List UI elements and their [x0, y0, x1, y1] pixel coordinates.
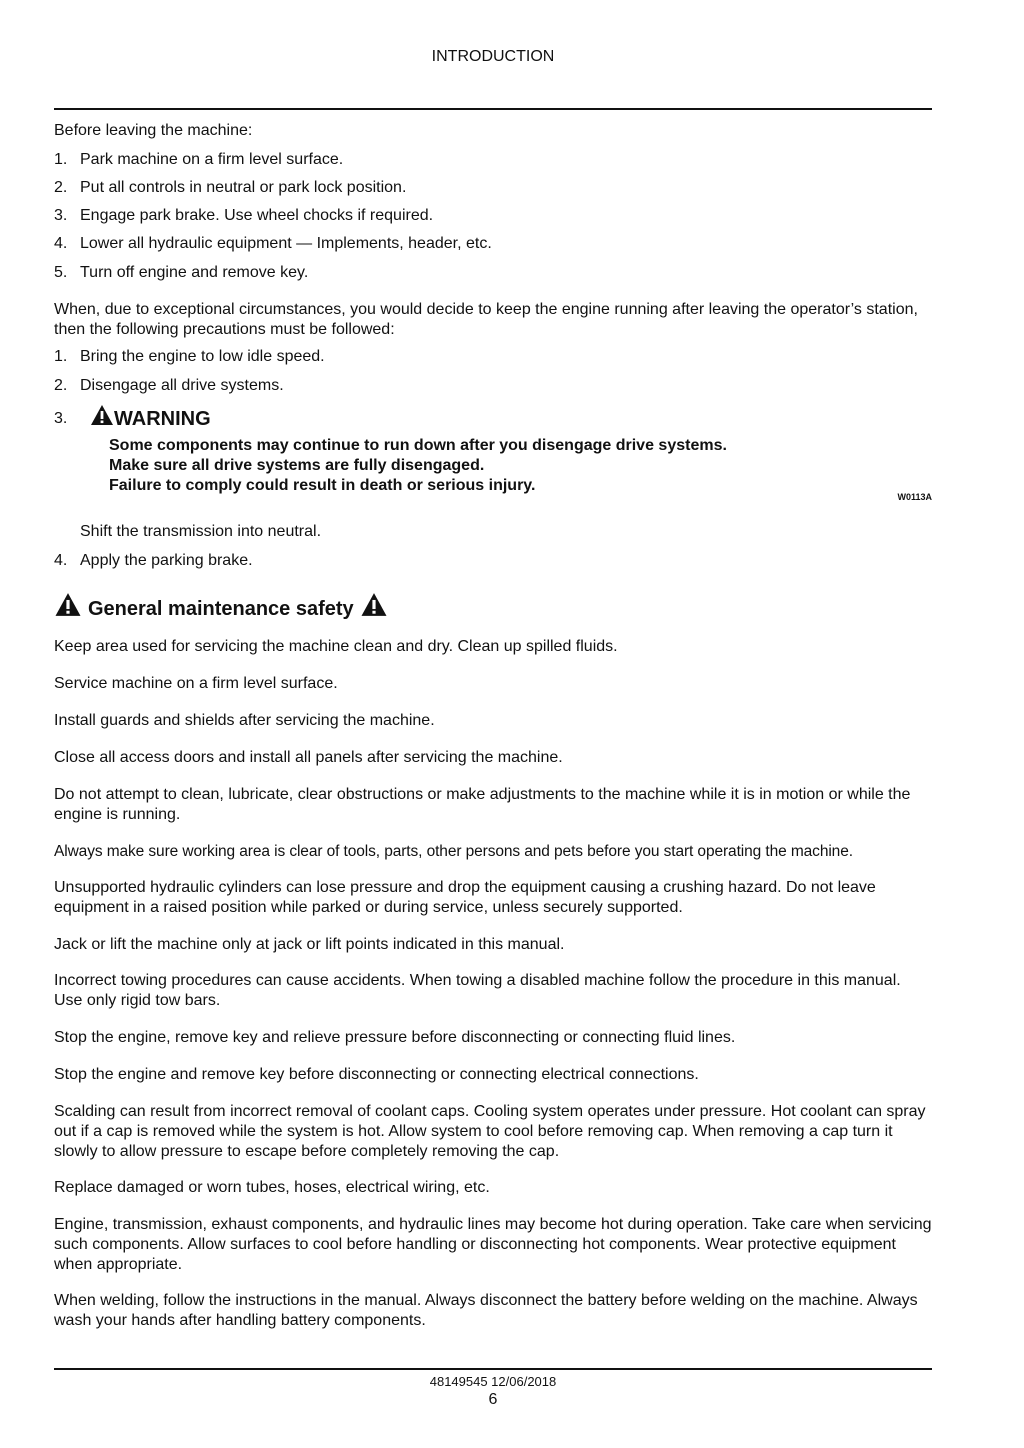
page-header-title: INTRODUCTION — [431, 48, 555, 65]
warning-line: Failure to comply could result in death or serious injury. — [109, 477, 536, 494]
maintenance-paragraph: Stop the engine, remove key and relieve pressure before disconnecting or connecting fluid lines. — [54, 1029, 736, 1046]
maintenance-paragraph: Scalding can result from incorrect removal of coolant caps. Cooling system operates under pressure. Hot coolant can spray out if a cap is removed while the system is hot. Allow system to cool before removing cap. When removing a cap turn it slowly to allow pressure to escape before completely removing the cap. — [54, 1103, 926, 1160]
maintenance-paragraph: Service machine on a firm level surface. — [54, 675, 338, 692]
step3-text: Shift the transmission into neutral. — [80, 523, 322, 540]
maintenance-paragraph: Engine, transmission, exhaust components, and hydraulic lines may become hot during operation. Take care when servicing such components. Allow surfaces to cool before handling or disconnecting hot components. Wear protective equipment when appropriate. — [54, 1216, 932, 1273]
maintenance-paragraph: Do not attempt to clean, lubricate, clear obstructions or make adjustments to the machine while it is in motion or while the engine is running. — [54, 786, 911, 823]
warning-header — [54, 404, 211, 434]
maintenance-paragraph: Replace damaged or worn tubes, hoses, electrical wiring, etc. — [54, 1179, 490, 1196]
warning-line: Some components may continue to run down after you disengage drive systems. — [109, 437, 727, 454]
list-item: 1. Park machine on a firm level surface. — [54, 151, 344, 168]
maintenance-paragraph: Keep area used for servicing the machine clean and dry. Clean up spilled fluids. — [54, 638, 618, 655]
warning-triangle-icon — [54, 592, 82, 626]
warning-triangle-icon — [90, 404, 114, 434]
exceptional-intro: When, due to exceptional circumstances, you would decide to keep the engine running after leaving the operator’s station, then the following precautions must be followed: — [54, 301, 918, 338]
section-title — [54, 592, 388, 626]
maintenance-paragraph: Incorrect towing procedures can cause accidents. When towing a disabled machine follow the procedure in this manual. Use only rigid tow bars. — [54, 972, 901, 1009]
maintenance-paragraph: Install guards and shields after servicing the machine. — [54, 712, 435, 729]
maintenance-paragraph: When welding, follow the instructions in the manual. Always disconnect the battery before welding on the machine. Always wash your hands after handling battery components. — [54, 1292, 918, 1329]
warning-title: WARNING — [114, 408, 211, 430]
section-title-text: General maintenance safety — [88, 598, 354, 620]
maintenance-paragraph: Unsupported hydraulic cylinders can lose pressure and drop the equipment causing a crushing hazard. Do not leave equipment in a raised position while parked or during service, unless securely supported. — [54, 879, 876, 916]
warning-line: Make sure all drive systems are fully disengaged. — [109, 457, 485, 474]
footer-doc-code: 48149545 12/06/2018 — [429, 1374, 557, 1389]
list-item: 2. Put all controls in neutral or park lock position. — [54, 179, 407, 196]
header-divider — [54, 108, 932, 110]
list-number: 3. — [54, 410, 68, 428]
list-item: 3. Engage park brake. Use wheel chocks if required. — [54, 207, 434, 224]
list-item: 4. Apply the parking brake. — [54, 552, 253, 569]
before-leaving-intro: Before leaving the machine: — [54, 122, 253, 139]
maintenance-paragraph: Close all access doors and install all panels after servicing the machine. — [54, 749, 563, 766]
maintenance-paragraph: Jack or lift the machine only at jack or lift points indicated in this manual. — [54, 936, 565, 953]
list-item: 4. Lower all hydraulic equipment — Implements, header, etc. — [54, 235, 492, 252]
list-item: 1. Bring the engine to low idle speed. — [54, 348, 325, 365]
page-number: 6 — [488, 1391, 498, 1408]
list-item: 5. Turn off engine and remove key. — [54, 264, 309, 281]
warning-triangle-icon — [360, 592, 388, 626]
maintenance-paragraph: Always make sure working area is clear of tools, parts, other persons and pets before you start operating the machine. — [54, 843, 853, 860]
list-item: 2. Disengage all drive systems. — [54, 377, 284, 394]
warning-code: W0113A — [897, 492, 932, 502]
maintenance-paragraph: Stop the engine and remove key before disconnecting or connecting electrical connections. — [54, 1066, 699, 1083]
footer-divider — [54, 1368, 932, 1370]
warning-body — [109, 436, 869, 496]
